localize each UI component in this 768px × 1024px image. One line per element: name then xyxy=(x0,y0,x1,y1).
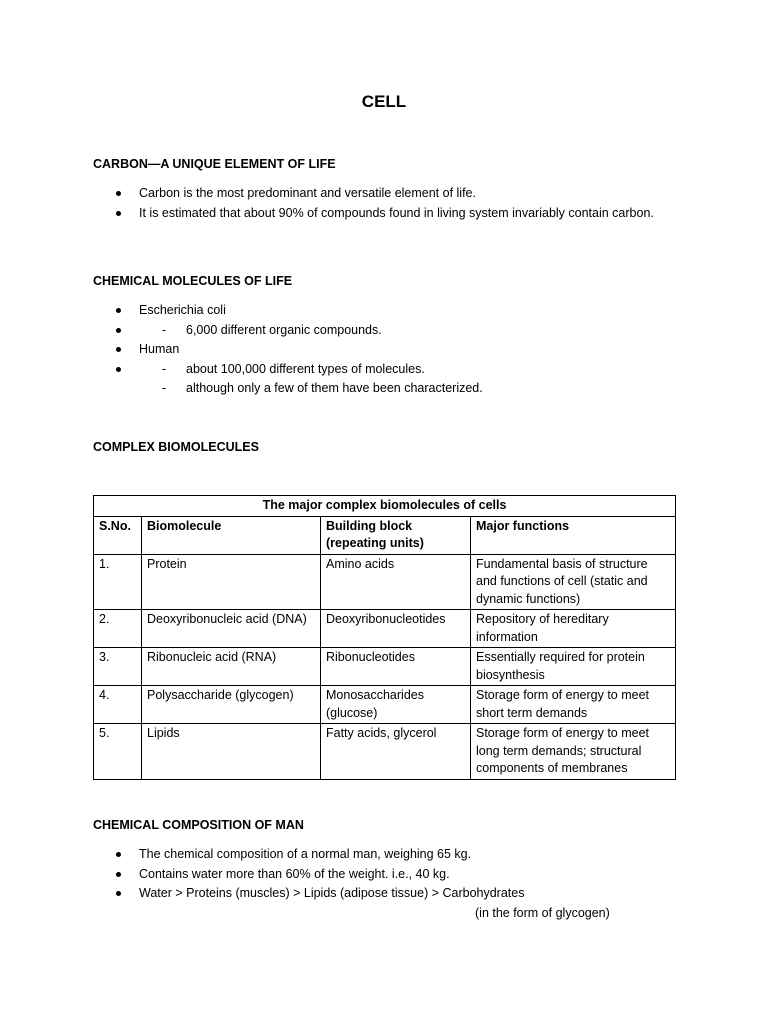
composition-continuation: (in the form of glycogen) xyxy=(475,906,610,920)
table-cell: Polysaccharide (glycogen) xyxy=(142,686,321,724)
section-heading-complex: COMPLEX BIOMOLECULES xyxy=(93,440,259,454)
sublist-container xyxy=(93,321,693,341)
list-item: Carbon is the most predominant and versatile element of life. xyxy=(93,184,693,204)
table-cell: 5. xyxy=(94,724,142,780)
table-cell: Lipids xyxy=(142,724,321,780)
list-item: It is estimated that about 90% of compounds found in living system invariably contain carbon. xyxy=(93,204,693,224)
ecoli-sublist xyxy=(93,321,693,341)
table-cell: Fatty acids, glycerol xyxy=(321,724,471,780)
column-header: Major functions xyxy=(471,516,676,554)
sublist-item: - although only a few of them have been characterized. xyxy=(162,381,483,395)
table-row xyxy=(94,610,676,648)
table-cell: 4. xyxy=(94,686,142,724)
column-header: Biomolecule xyxy=(142,516,321,554)
section-heading-carbon: CARBON—A UNIQUE ELEMENT OF LIFE xyxy=(93,157,336,171)
sublist-item: - about 100,000 different types of molecules. xyxy=(162,361,425,376)
table-cell: Protein xyxy=(142,554,321,610)
list-item-label: Escherichia coli xyxy=(139,303,226,317)
sublist-item-text: about 100,000 different types of molecules. xyxy=(186,361,425,376)
list-item xyxy=(93,301,693,321)
carbon-bullet-list xyxy=(93,184,693,223)
sublist-container xyxy=(93,360,693,399)
table-caption-row xyxy=(94,496,676,517)
table-cell: Repository of hereditary information xyxy=(471,610,676,648)
table-cell: 3. xyxy=(94,648,142,686)
composition-bullet-list xyxy=(93,845,693,904)
section-heading-molecules: CHEMICAL MOLECULES OF LIFE xyxy=(93,274,293,288)
list-item: Water > Proteins (muscles) > Lipids (adipose tissue) > Carbohydrates xyxy=(93,884,693,904)
table-row xyxy=(94,686,676,724)
table-cell: Storage form of energy to meet long term demands; structural components of membranes xyxy=(471,724,676,780)
table-cell: Storage form of energy to meet short term demands xyxy=(471,686,676,724)
table-cell: Deoxyribonucleotides xyxy=(321,610,471,648)
column-header: Building block (repeating units) xyxy=(321,516,471,554)
column-header: S.No. xyxy=(94,516,142,554)
list-item-label: Human xyxy=(139,342,180,356)
table-row xyxy=(94,648,676,686)
table-cell: Monosaccharides (glucose) xyxy=(321,686,471,724)
table-row xyxy=(94,554,676,610)
table-cell: Ribonucleotides xyxy=(321,648,471,686)
table-cell: Deoxyribonucleic acid (DNA) xyxy=(142,610,321,648)
table-header-row xyxy=(94,516,676,554)
list-item: The chemical composition of a normal man, weighing 65 kg. xyxy=(93,845,693,865)
sublist-item-text: 6,000 different organic compounds. xyxy=(186,322,382,337)
table-row xyxy=(94,724,676,780)
human-sublist xyxy=(93,360,693,399)
sublist-item: - 6,000 different organic compounds. xyxy=(162,322,382,337)
table-caption: The major complex biomolecules of cells xyxy=(94,496,676,517)
table-cell: Essentially required for protein biosynthesis xyxy=(471,648,676,686)
list-item: Contains water more than 60% of the weight. i.e., 40 kg. xyxy=(93,865,693,885)
list-item xyxy=(93,340,693,360)
table-cell: 1. xyxy=(94,554,142,610)
table-cell: Ribonucleic acid (RNA) xyxy=(142,648,321,686)
table-cell: Fundamental basis of structure and functions of cell (static and dynamic functions) xyxy=(471,554,676,610)
biomolecules-table xyxy=(93,495,676,780)
section-heading-composition: CHEMICAL COMPOSITION OF MAN xyxy=(93,818,304,832)
table-cell: Amino acids xyxy=(321,554,471,610)
page-title: CELL xyxy=(361,92,407,111)
table-cell: 2. xyxy=(94,610,142,648)
molecules-bullet-list xyxy=(93,301,693,399)
sublist-item-text: although only a few of them have been characterized. xyxy=(186,381,483,395)
